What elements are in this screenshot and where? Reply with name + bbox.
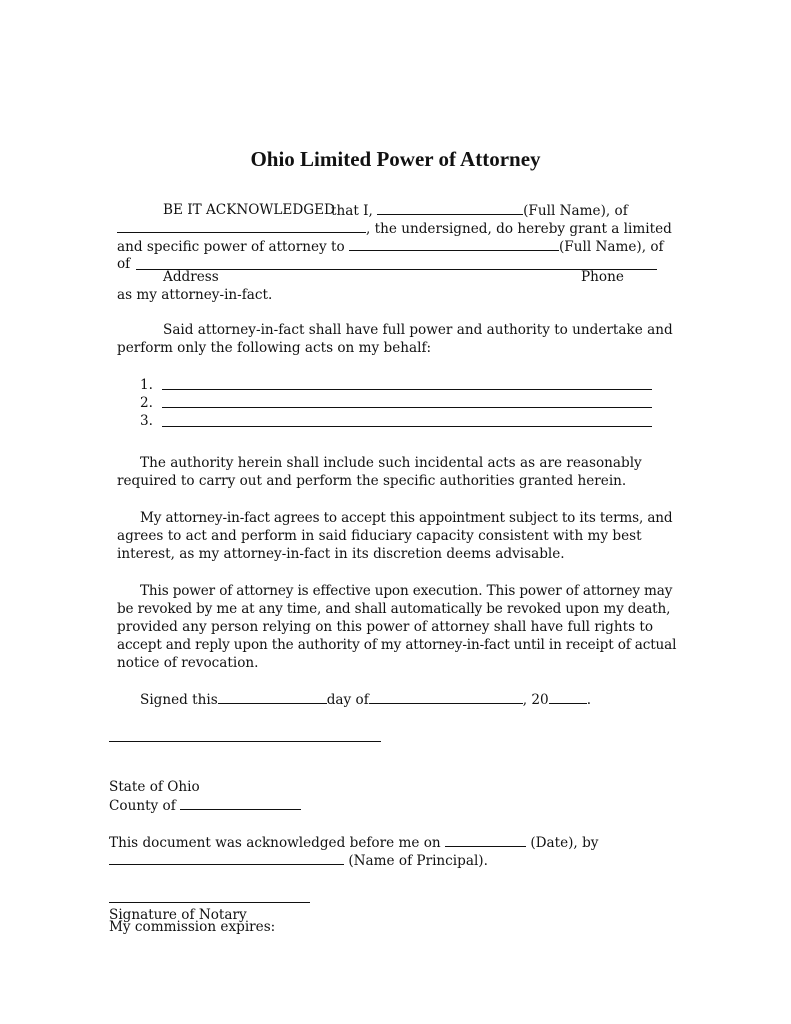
- p1-line3: [117, 237, 664, 256]
- p5-line4: accept and reply upon the authority of my attorney-in-fact until in receipt of actual: [117, 637, 677, 653]
- principal-name-field[interactable]: [109, 851, 344, 865]
- county-field[interactable]: [180, 796, 301, 810]
- grantor-name-field[interactable]: [377, 201, 523, 215]
- p4-line2: agrees to act and perform in said fiduciary capacity consistent with my best: [117, 528, 642, 544]
- p1-line1b: [331, 201, 628, 220]
- full-name-label-2: (Full Name), of: [558, 239, 664, 255]
- principal-label: (Name of Principal).: [348, 853, 488, 869]
- ack-date-field[interactable]: [445, 833, 526, 847]
- county-line: [109, 796, 301, 815]
- commission-expires: My commission expires:: [109, 919, 276, 935]
- ack-line: [109, 833, 598, 852]
- day-of-text: day of: [326, 692, 369, 708]
- attorney-name-field[interactable]: [349, 237, 559, 251]
- signed-line: [140, 690, 591, 709]
- p4-line3: interest, as my attorney-in-fact in its discretion deems advisable.: [117, 546, 565, 562]
- principal-signature-field[interactable]: [109, 741, 381, 742]
- p5-line3: provided any person relying on this power of attorney shall have full rights to: [117, 619, 654, 635]
- grantor-address-field[interactable]: [117, 219, 366, 233]
- act-field-1[interactable]: [162, 389, 652, 390]
- specific-power-text: and specific power of attorney to: [117, 239, 345, 255]
- signed-month-field[interactable]: [369, 690, 523, 704]
- phone-label: Phone: [581, 269, 624, 285]
- act-number-2: 2.: [140, 395, 153, 411]
- attorney-in-fact-text: as my attorney-in-fact.: [117, 287, 273, 303]
- act-field-2[interactable]: [162, 407, 652, 408]
- signed-year-field[interactable]: [549, 690, 587, 704]
- p1-line2: [117, 219, 672, 238]
- signed-day-field[interactable]: [218, 690, 327, 704]
- p5-line2: be revoked by me at any time, and shall automatically be revoked upon my death,: [117, 601, 671, 617]
- address-label: Address: [163, 269, 219, 285]
- date-by-text: (Date), by: [530, 835, 599, 851]
- county-of-text: County of: [109, 798, 176, 814]
- act-field-3[interactable]: [162, 426, 652, 427]
- p3-line1: The authority herein shall include such incidental acts as are reasonably: [140, 455, 642, 471]
- comma-20-text: , 20: [522, 692, 549, 708]
- signature-of-notary: Signature of Notary: [109, 907, 247, 923]
- that-i: that I,: [331, 203, 373, 219]
- signed-this-text: Signed this: [140, 692, 218, 708]
- period-text: .: [586, 692, 592, 708]
- undersigned-text: , the undersigned, do hereby grant a limited: [366, 221, 672, 237]
- p4-line1: My attorney-in-fact agrees to accept this appointment subject to its terms, and: [140, 510, 673, 526]
- be-it-acknowledged: BE IT ACKNOWLEDGED: [163, 202, 335, 218]
- p1-of-label: of: [117, 256, 131, 272]
- notary-signature-field[interactable]: [109, 902, 310, 903]
- act-number-1: 1.: [140, 377, 153, 393]
- ack-text: This document was acknowledged before me on: [109, 835, 441, 851]
- p3-line2: required to carry out and perform the specific authorities granted herein.: [117, 473, 627, 489]
- p1-line1: [163, 201, 335, 219]
- act-number-3: 3.: [140, 413, 153, 429]
- p5-line1: This power of attorney is effective upon execution. This power of attorney may: [140, 583, 673, 599]
- p2-line1: Said attorney-in-fact shall have full power and authority to undertake and: [163, 322, 673, 338]
- full-name-label-1: (Full Name), of: [523, 203, 628, 219]
- principal-line: [109, 851, 488, 870]
- p5-line5: notice of revocation.: [117, 655, 259, 671]
- p2-line2: perform only the following acts on my behalf:: [117, 340, 432, 356]
- state-of-ohio: State of Ohio: [109, 779, 200, 795]
- document-title: Ohio Limited Power of Attorney: [250, 147, 541, 171]
